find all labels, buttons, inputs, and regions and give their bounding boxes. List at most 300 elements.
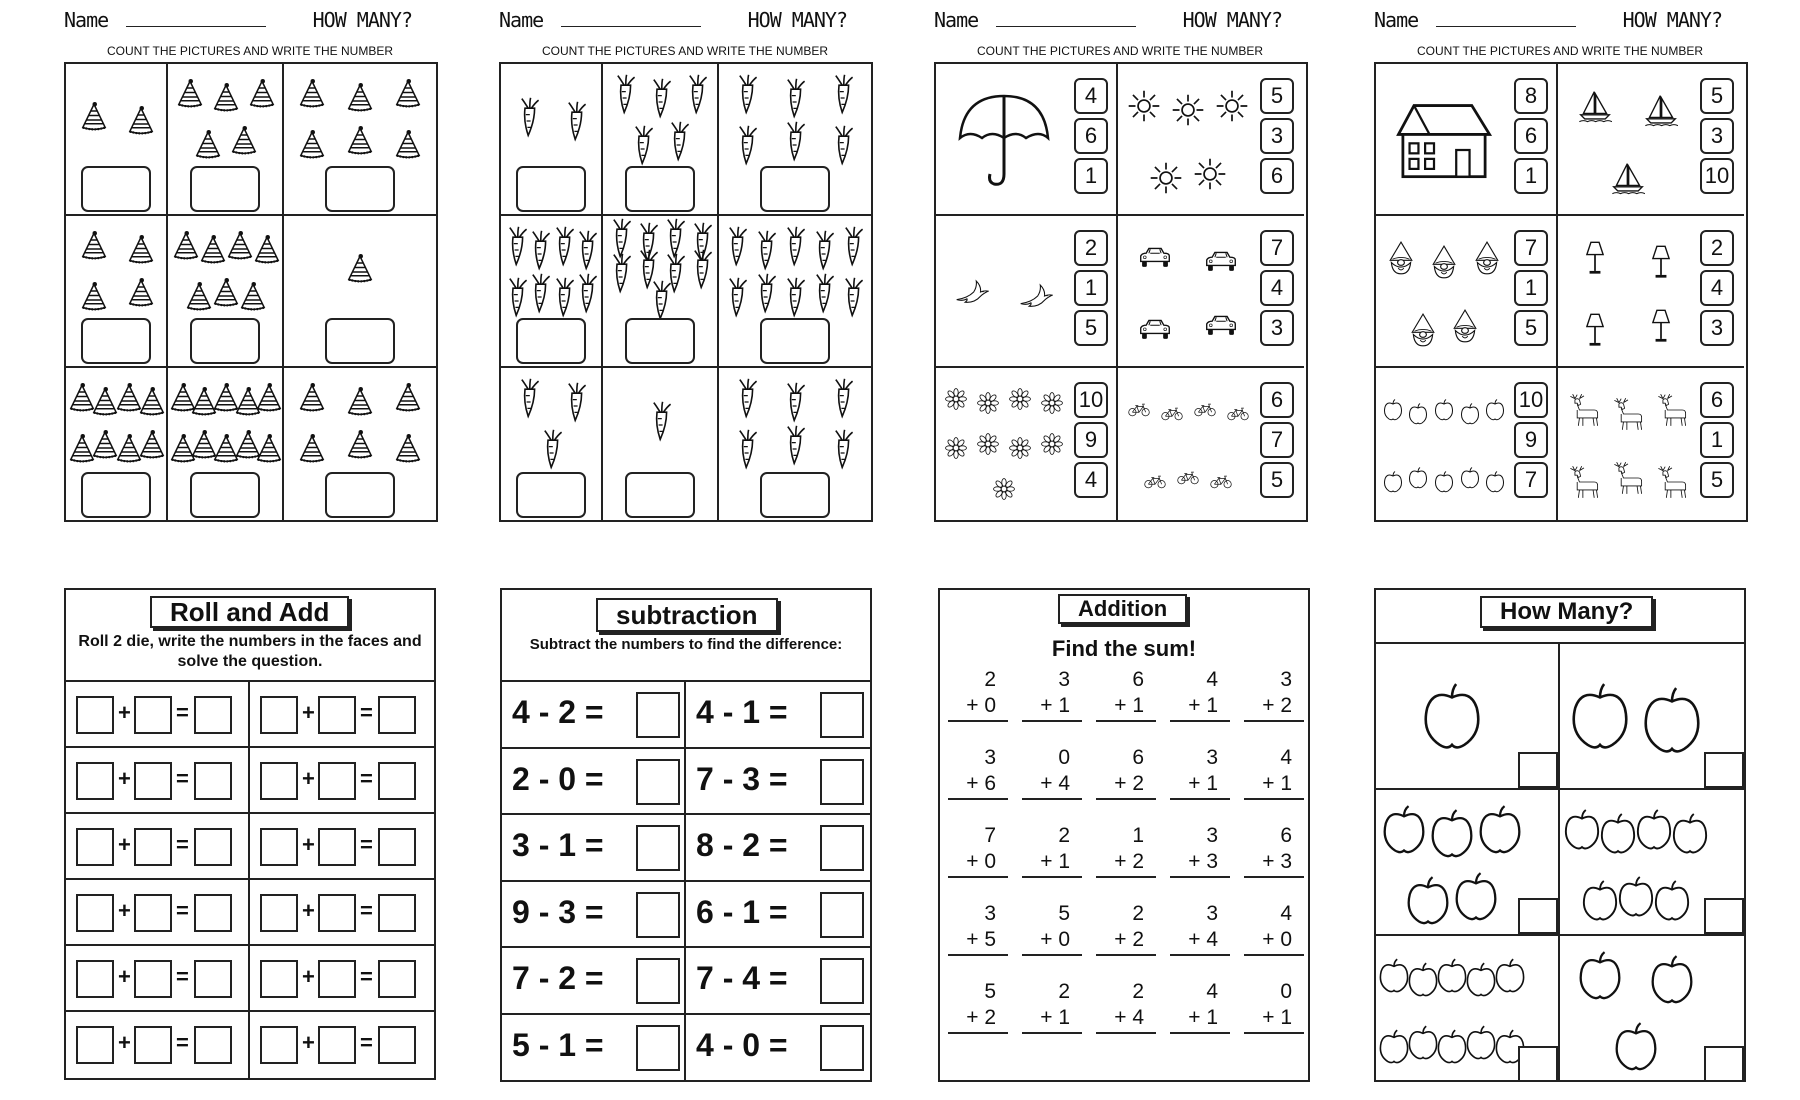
plus-sign: + [302,964,315,989]
difference-box[interactable] [820,825,864,871]
number-choice[interactable]: 4 [1074,462,1108,498]
addend-top: 4 [1280,746,1292,769]
sum-box[interactable] [194,1026,232,1064]
carrot-icon [667,120,691,162]
party-hat-icon [79,282,109,312]
addend-bottom: + 3 [1244,850,1304,878]
count-cell [719,368,871,520]
count-cell [168,368,284,520]
carrot-icon [613,73,637,115]
number-choice[interactable]: 10 [1514,382,1548,418]
name-label: Name [499,8,544,32]
sum-answer-space[interactable] [1022,956,1082,978]
party-hat-icon [345,254,375,284]
answer-box[interactable] [516,472,586,518]
sum-answer-space[interactable] [1022,1034,1082,1056]
plus-sign: + [118,1030,131,1055]
die-face-box-1[interactable] [76,762,114,800]
number-choice[interactable]: 7 [1514,462,1548,498]
party-hat-icon [393,79,423,109]
sum-answer-space[interactable] [1022,800,1082,822]
addend-top: 2 [984,668,996,691]
instruction: COUNT THE PICTURES AND WRITE THE NUMBER [106,44,394,58]
number-choice[interactable]: 10 [1074,382,1108,418]
party-hat-icon [79,231,109,261]
apple-icon [1436,958,1468,994]
addend-bottom: + 1 [1170,694,1230,722]
apple-answer-box[interactable] [1704,898,1744,934]
carrot-icon [505,276,529,318]
answer-box[interactable] [325,318,395,364]
answer-box[interactable] [760,472,830,518]
die-face-box-2[interactable] [134,960,172,998]
number-choice[interactable]: 2 [1700,230,1734,266]
die-face-box-2[interactable] [318,960,356,998]
die-face-box-2[interactable] [318,1026,356,1064]
carrot-icon [505,225,529,267]
answer-box[interactable] [81,318,151,364]
apple-icon [1433,399,1455,421]
sheet-header [60,0,440,40]
addend-bottom: + 1 [1170,772,1230,800]
answer-box[interactable] [516,166,586,212]
name-line[interactable] [126,26,266,27]
sum-answer-space[interactable] [1244,722,1304,744]
carrot-icon [735,124,759,166]
gnome-icon [1448,309,1482,343]
sum-box[interactable] [194,960,232,998]
number-choice[interactable]: 3 [1700,310,1734,346]
answer-box[interactable] [760,166,830,212]
car-icon [1204,245,1238,279]
how-many-label: HOW MANY? [747,8,847,32]
subtraction-equation: 7 - 2 = [512,960,604,996]
number-choice[interactable]: 6 [1700,382,1734,418]
carrot-icon [631,124,655,166]
number-choice[interactable]: 8 [1514,78,1548,114]
addend-bottom: + 1 [1170,1006,1230,1034]
sum-answer-space[interactable] [1096,1034,1156,1056]
how-many-label: HOW MANY? [312,8,412,32]
subtraction-problem [686,815,870,882]
flower-icon [1009,388,1031,410]
number-choice[interactable]: 4 [1260,270,1294,306]
die-face-box-2[interactable] [318,828,356,866]
subtraction-problem [502,749,686,816]
addend-bottom: + 0 [948,694,1008,722]
sum-box[interactable] [194,696,232,734]
answer-box[interactable] [760,318,830,364]
sum-box[interactable] [378,762,416,800]
number-choice[interactable]: 1 [1514,270,1548,306]
count-cell [284,216,436,368]
number-choice[interactable]: 10 [1700,158,1734,194]
umbrella-icon [954,90,1054,190]
sailboat-icon [1578,89,1612,123]
count-cell [603,64,719,216]
number-choice[interactable]: 4 [1074,78,1108,114]
number-choice[interactable]: 4 [1700,270,1734,306]
difference-box[interactable] [636,692,680,738]
carrot-icon [690,248,714,290]
carrot-icon [517,96,541,138]
count-cell [719,216,871,368]
carrot-icon [783,120,807,162]
sum-box[interactable] [378,960,416,998]
sum-answer-space[interactable] [948,800,1008,822]
die-face-box-2[interactable] [318,696,356,734]
apple-icon [1477,805,1523,855]
die-face-box-1[interactable] [260,828,298,866]
addend-top: 3 [1206,746,1218,769]
number-choice[interactable]: 3 [1700,118,1734,154]
difference-box[interactable] [820,759,864,805]
addend-top: 0 [1058,746,1070,769]
die-face-box-1[interactable] [76,696,114,734]
count-sheet-hats [60,0,440,530]
sum-answer-space[interactable] [1244,878,1304,900]
subtraction-problem [686,682,870,749]
carrot-icon [754,229,778,271]
carrot-icon [575,272,599,314]
choice-cell-flower [936,368,1118,520]
sum-answer-space[interactable] [1022,878,1082,900]
answer-box[interactable] [190,318,260,364]
difference-box[interactable] [820,692,864,738]
number-choice[interactable]: 5 [1260,462,1294,498]
carrot-icon [812,229,836,271]
apple-cell [1560,790,1744,936]
instruction: Subtract the numbers to find the difference: [529,636,843,653]
difference-box[interactable] [820,958,864,1004]
die-face-box-2[interactable] [134,828,172,866]
die-face-box-1[interactable] [76,894,114,932]
equals-sign: = [360,832,373,857]
number-choice[interactable]: 5 [1700,78,1734,114]
sum-box[interactable] [194,894,232,932]
party-hat-icon [126,106,156,136]
die-face-box-1[interactable] [260,960,298,998]
die-face-box-1[interactable] [260,894,298,932]
sum-answer-space[interactable] [1170,878,1230,900]
number-choice[interactable]: 5 [1514,310,1548,346]
addition-problem [1022,980,1082,1056]
die-face-box-2[interactable] [134,762,172,800]
difference-box[interactable] [636,759,680,805]
subtraction-sheet [500,588,872,1082]
apple-icon [1381,805,1427,855]
equals-sign: = [360,898,373,923]
number-choice[interactable]: 3 [1260,310,1294,346]
number-choice[interactable]: 1 [1074,158,1108,194]
number-choice[interactable]: 9 [1514,422,1548,458]
equals-sign: = [176,766,189,791]
apple-icon [1459,403,1481,425]
roll-row [66,946,250,1012]
plus-sign: + [302,766,315,791]
number-choice[interactable]: 5 [1260,78,1294,114]
sum-answer-space[interactable] [1244,1034,1304,1056]
roll-row [66,682,250,748]
addend-top: 0 [1280,980,1292,1003]
answer-box[interactable] [81,166,151,212]
large-apple-icon [1640,687,1704,755]
sum-answer-space[interactable] [1096,878,1156,900]
sum-box[interactable] [378,894,416,932]
apple-icon [1599,813,1637,855]
difference-box[interactable] [636,892,680,938]
dove-icon [1019,279,1053,313]
apple-cell [1376,936,1560,1082]
addend-bottom: + 5 [948,928,1008,956]
addend-top: 4 [1280,902,1292,925]
apple-icon [1453,872,1499,922]
number-choice[interactable]: 3 [1260,118,1294,154]
sum-answer-space[interactable] [948,956,1008,978]
addend-top: 3 [1206,824,1218,847]
sum-answer-space[interactable] [1170,956,1230,978]
die-face-box-1[interactable] [260,1026,298,1064]
number-choice[interactable]: 6 [1260,382,1294,418]
addend-top: 2 [1058,980,1070,1003]
subtraction-problem [502,948,686,1015]
sum-answer-space[interactable] [1244,800,1304,822]
party-hat-icon [126,278,156,308]
difference-box[interactable] [636,958,680,1004]
answer-box[interactable] [81,472,151,518]
addition-problem [1244,668,1304,744]
sheet-title: Addition [1058,594,1187,624]
party-hat-icon [137,387,167,417]
die-face-box-1[interactable] [76,828,114,866]
sum-answer-space[interactable] [1170,722,1230,744]
die-face-box-1[interactable] [76,960,114,998]
answer-box[interactable] [325,166,395,212]
die-face-box-2[interactable] [318,762,356,800]
choice-cell-bicycle [1118,368,1304,520]
number-choice[interactable]: 5 [1700,462,1734,498]
how-many-label: HOW MANY? [1182,8,1282,32]
name-line[interactable] [1436,26,1576,27]
party-hat-icon [175,79,205,109]
addition-problems [940,668,1312,1078]
apple-answer-box[interactable] [1704,752,1744,788]
party-hat-icon [252,235,282,265]
die-face-box-2[interactable] [134,696,172,734]
sun-icon [1127,89,1161,123]
sum-answer-space[interactable] [1096,956,1156,978]
sum-box[interactable] [194,762,232,800]
subtraction-equation: 5 - 1 = [512,1026,604,1063]
sum-answer-space[interactable] [1096,800,1156,822]
addend-top: 3 [984,746,996,769]
apple-answer-box[interactable] [1704,1046,1744,1082]
addend-top: 5 [1058,902,1070,925]
addend-bottom: + 1 [1022,694,1082,722]
car-icon [1204,309,1238,343]
answer-box[interactable] [516,318,586,364]
carrot-icon [831,377,855,419]
plus-sign: + [302,700,315,725]
difference-box[interactable] [636,1025,680,1071]
addition-problem [1170,746,1230,822]
roll-row [250,880,434,946]
sun-icon [1149,161,1183,195]
addition-problem [1170,824,1230,900]
sum-answer-space[interactable] [1170,800,1230,822]
equals-sign: = [176,964,189,989]
plus-sign: + [302,1030,315,1055]
apple-answer-box[interactable] [1518,1046,1558,1082]
sum-answer-space[interactable] [948,722,1008,744]
carrot-icon [528,272,552,314]
number-choice[interactable]: 6 [1260,158,1294,194]
name-label: Name [64,8,109,32]
apple-cell [1376,790,1560,936]
choice-cell-sailboat [1558,64,1744,216]
carrot-icon [783,225,807,267]
flower-icon [1009,437,1031,459]
sheet-title: subtraction [596,598,778,632]
number-choice[interactable]: 6 [1074,118,1108,154]
subtraction-problem [502,682,686,749]
number-choice[interactable]: 7 [1514,230,1548,266]
die-face-box-1[interactable] [260,696,298,734]
answer-box[interactable] [625,166,695,212]
count-grid [64,62,438,522]
sum-answer-space[interactable] [1170,1034,1230,1056]
car-icon [1138,241,1172,275]
roll-row [66,880,250,946]
party-hat-icon [126,235,156,265]
answer-box[interactable] [625,318,695,364]
addend-top: 2 [1132,980,1144,1003]
plus-sign: + [118,898,131,923]
sun-icon [1193,157,1227,191]
bicycle-icon [1144,471,1166,493]
number-choice[interactable]: 9 [1074,422,1108,458]
sum-answer-space[interactable] [948,878,1008,900]
addition-problem [1022,746,1082,822]
flower-icon [1041,392,1063,414]
apple-icon [1649,955,1695,1005]
addition-problem [1244,824,1304,900]
apple-icon [1382,471,1404,493]
number-choice[interactable]: 7 [1260,422,1294,458]
count-cell [501,64,603,216]
carrot-icon [783,77,807,119]
die-face-box-2[interactable] [134,894,172,932]
bicycle-icon [1161,403,1183,425]
difference-box[interactable] [820,1025,864,1071]
answer-box[interactable] [190,166,260,212]
sum-answer-space[interactable] [1022,722,1082,744]
choice-cell-sun [1118,64,1304,216]
sum-box[interactable] [194,828,232,866]
carrot-icon [841,276,865,318]
addend-bottom: + 1 [1096,694,1156,722]
party-hat-icon [254,383,284,413]
bicycle-icon [1177,467,1199,489]
answer-box[interactable] [625,472,695,518]
house-icon [1394,90,1494,190]
apple-grid [1376,642,1744,1082]
flower-icon [977,392,999,414]
gnome-icon [1427,245,1461,279]
die-face-box-1[interactable] [260,762,298,800]
number-choice[interactable]: 6 [1514,118,1548,154]
apple-icon [1671,813,1709,855]
answer-box[interactable] [190,472,260,518]
apple-icon [1635,809,1673,851]
apple-icon [1407,962,1439,998]
addition-problem [1096,668,1156,744]
addend-bottom: + 0 [948,850,1008,878]
name-line[interactable] [561,26,701,27]
addition-problem [1244,980,1304,1056]
die-face-box-2[interactable] [134,1026,172,1064]
die-face-box-2[interactable] [318,894,356,932]
addend-bottom: + 0 [1022,928,1082,956]
sum-box[interactable] [378,828,416,866]
party-hat-icon [211,83,241,113]
sum-answer-space[interactable] [1096,722,1156,744]
number-choice[interactable]: 1 [1514,158,1548,194]
choice-cell-car [1118,216,1304,368]
addition-problem [1096,746,1156,822]
addition-problem [1096,824,1156,900]
count-sheet-choice-b [1370,0,1750,530]
number-choice[interactable]: 1 [1074,270,1108,306]
sum-answer-space[interactable] [1244,956,1304,978]
subtraction-equation: 4 - 1 = [696,694,788,730]
sum-box[interactable] [378,696,416,734]
number-choice[interactable]: 7 [1260,230,1294,266]
carrot-icon [609,252,633,294]
apple-icon [1613,1022,1659,1072]
equals-sign: = [176,1030,189,1055]
difference-box[interactable] [820,892,864,938]
number-choice[interactable]: 5 [1074,310,1108,346]
answer-box[interactable] [325,472,395,518]
subtraction-problem [686,749,870,816]
roll-row [66,1012,250,1078]
die-face-box-1[interactable] [76,1026,114,1064]
car-icon [1138,313,1172,347]
addition-problem [1022,668,1082,744]
addend-bottom: + 2 [1244,694,1304,722]
apple-icon [1433,471,1455,493]
party-hat-icon [137,430,167,460]
subtraction-equation: 7 - 4 = [696,960,788,996]
party-hat-icon [393,434,423,464]
apple-answer-box[interactable] [1518,898,1558,934]
party-hat-icon [184,282,214,312]
apple-icon [1378,958,1410,994]
carrot-icon [783,276,807,318]
sum-box[interactable] [378,1026,416,1064]
addition-sheet [938,588,1310,1082]
addend-bottom: + 2 [1096,850,1156,878]
sheet-header [1370,0,1750,40]
sum-answer-space[interactable] [948,1034,1008,1056]
apple-answer-box[interactable] [1518,752,1558,788]
name-line[interactable] [996,26,1136,27]
difference-box[interactable] [636,825,680,871]
number-choice[interactable]: 2 [1074,230,1108,266]
number-choice[interactable]: 1 [1700,422,1734,458]
count-cell [284,368,436,520]
